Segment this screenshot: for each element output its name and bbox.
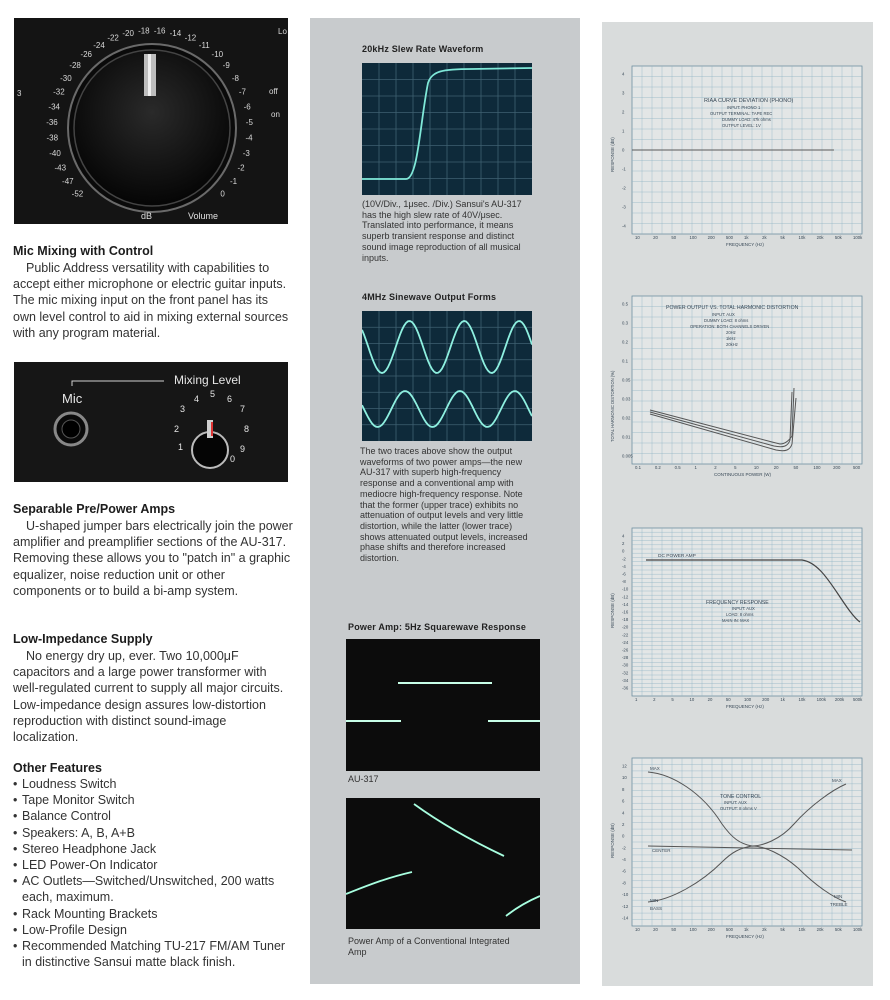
y-tick-label: 8 bbox=[622, 786, 625, 792]
list-item: • Stereo Headphone Jack bbox=[13, 841, 293, 857]
square-caption-au317: AU-317 bbox=[348, 774, 379, 784]
list-item: • Tape Monitor Switch bbox=[13, 792, 293, 808]
slew-rate-trace bbox=[362, 63, 532, 195]
x-tick-label: 100k bbox=[853, 927, 863, 932]
y-tick-label: -12 bbox=[622, 903, 629, 909]
svg-text:BASS: BASS bbox=[650, 906, 663, 911]
svg-text:FREQUENCY (Hz): FREQUENCY (Hz) bbox=[726, 704, 764, 709]
scale-mark: -8 bbox=[231, 73, 239, 83]
svg-text:DUMMY LOAD: 47k ohms: DUMMY LOAD: 47k ohms bbox=[722, 117, 771, 122]
svg-text:OPERATION: BOTH CHANNELS DRIVE: OPERATION: BOTH CHANNELS DRIVEN bbox=[690, 324, 770, 329]
mic-mixing-body: Public Address versatility with capabilities to accept either microphone or electric guitar inputs. The mic mixing input on the front panel has its own level control to aid in mixing external sources with any program material. bbox=[13, 261, 289, 340]
scale-mark: -5 bbox=[245, 117, 253, 127]
x-tick-label: 100k bbox=[816, 697, 826, 702]
svg-text:1kHz: 1kHz bbox=[726, 336, 736, 341]
x-tick-label: 20 bbox=[653, 235, 658, 240]
y-tick-label: 0 bbox=[622, 147, 625, 153]
svg-text:TREBLE: TREBLE bbox=[830, 902, 848, 907]
y-tick-label: 0 bbox=[622, 833, 625, 839]
thd-chart bbox=[602, 292, 873, 492]
y-tick-label: -2 bbox=[622, 185, 626, 191]
y-tick-label: -22 bbox=[622, 632, 629, 638]
svg-text:MAX: MAX bbox=[650, 766, 660, 771]
scale-mark: 0 bbox=[220, 189, 225, 199]
scale-mark: -52 bbox=[71, 189, 84, 199]
list-item: • Balance Control bbox=[13, 808, 293, 824]
y-tick-label: 12 bbox=[622, 763, 627, 769]
scale-mark: -40 bbox=[49, 148, 61, 158]
x-tick-label: 200k bbox=[834, 697, 845, 702]
y-tick-label: 0.005 bbox=[622, 453, 633, 459]
x-tick-label: 1 bbox=[694, 465, 697, 470]
dial-number: 5 bbox=[210, 389, 216, 399]
x-tick-label: 100 bbox=[744, 697, 752, 702]
volume-knob-drawing bbox=[14, 18, 288, 224]
y-tick-label: -8 bbox=[622, 880, 626, 886]
x-tick-label: 1k bbox=[744, 235, 749, 240]
list-item: • Loudness Switch bbox=[13, 776, 293, 792]
scale-mark: -6 bbox=[243, 102, 251, 112]
dial-number: 3 bbox=[180, 404, 186, 414]
svg-text:DC POWER AMP: DC POWER AMP bbox=[658, 554, 696, 559]
scale-mark: -18 bbox=[138, 26, 150, 36]
other-features-heading: Other Features bbox=[13, 761, 102, 775]
dial-number: 6 bbox=[227, 394, 233, 404]
square-caption-conventional: Power Amp of a Conventional Integrated Amp bbox=[348, 936, 510, 957]
y-tick-label: 0.5 bbox=[622, 301, 628, 307]
x-tick-label: 1 bbox=[635, 697, 638, 702]
y-tick-label: 0.02 bbox=[622, 415, 631, 421]
y-tick-label: 0.1 bbox=[622, 358, 628, 364]
riaa-title: RIAA CURVE DEVIATION (PHONO) bbox=[704, 98, 794, 104]
x-tick-label: 50k bbox=[834, 927, 842, 932]
x-tick-label: 10 bbox=[689, 697, 695, 702]
y-tick-label: -14 bbox=[622, 915, 629, 921]
svg-text:OUTPUT TERMINAL: TAPE REC: OUTPUT TERMINAL: TAPE REC bbox=[710, 111, 773, 116]
dial-number: 2 bbox=[174, 424, 180, 434]
y-tick-label: 0 bbox=[622, 548, 625, 554]
tone-control-graph bbox=[602, 754, 873, 954]
on-label: on bbox=[271, 110, 280, 119]
y-tick-label: -28 bbox=[622, 655, 629, 661]
slew-caption: (10V/Div., 1μsec. /Div.) Sansui's AU-317 has the high slew rate of 40V/μsec. Translated into performance, it means superb transient response and distinct sound image reproduction of all musical inputs. bbox=[362, 199, 522, 263]
svg-text:MIN: MIN bbox=[650, 898, 659, 903]
x-tick-label: 0.5 bbox=[674, 465, 681, 470]
thd-graph bbox=[602, 292, 873, 492]
x-tick-label: 50k bbox=[834, 235, 842, 240]
dial-number: 4 bbox=[194, 394, 200, 404]
svg-text:INPUT: PHONO 1: INPUT: PHONO 1 bbox=[727, 105, 761, 110]
x-tick-label: 10k bbox=[798, 697, 806, 702]
y-tick-label: -10 bbox=[622, 586, 629, 592]
scale-mark: -47 bbox=[62, 177, 74, 187]
squarewave-trace bbox=[346, 639, 540, 771]
scale-mark: -43 bbox=[54, 163, 67, 173]
sinewave-scope bbox=[362, 311, 532, 441]
x-tick-label: 5 bbox=[671, 697, 674, 702]
riaa-graph bbox=[602, 62, 873, 262]
left-column bbox=[0, 0, 300, 1000]
y-tick-label: -30 bbox=[622, 662, 629, 668]
mixing-level-label: Mixing Level bbox=[174, 373, 241, 387]
y-tick-label: -14 bbox=[622, 601, 629, 607]
y-tick-label: 4 bbox=[622, 533, 625, 539]
x-tick-label: 10 bbox=[635, 235, 640, 240]
scale-mark: -10 bbox=[211, 49, 224, 59]
svg-text:MAX: MAX bbox=[832, 778, 842, 783]
y-tick-label: -1 bbox=[622, 166, 626, 172]
y-tick-label: 10 bbox=[622, 775, 627, 781]
dial-number: 8 bbox=[244, 424, 250, 434]
scale-mark: -1 bbox=[229, 177, 238, 187]
svg-text:CONTINUOUS POWER (W): CONTINUOUS POWER (W) bbox=[714, 472, 771, 477]
y-tick-label: -8 bbox=[622, 579, 626, 585]
y-tick-label: 2 bbox=[622, 821, 625, 827]
slew-title: 20kHz Slew Rate Waveform bbox=[362, 44, 484, 54]
scale-mark: -12 bbox=[184, 33, 197, 43]
sine-caption: The two traces above show the output waveforms of two power amps—the new AU-317 with superb high-frequency response and a conventional amp with mediocre high-frequency response. Note that the former (upper trace) exhibits no attenuation of output levels and very little distortion, while the latter (lower trace) shows attenuated output levels, increased phase shifts and therefore increased distortion. bbox=[360, 446, 528, 564]
dial-number: 9 bbox=[240, 444, 246, 454]
scale-mark: -2 bbox=[237, 163, 245, 173]
svg-text:INPUT: AUX: INPUT: AUX bbox=[724, 800, 747, 805]
y-tick-label: 0.01 bbox=[622, 434, 631, 440]
x-tick-label: 200 bbox=[707, 235, 715, 240]
x-tick-label: 10k bbox=[798, 235, 806, 240]
sinewave-traces bbox=[362, 311, 532, 441]
svg-text:20Hz: 20Hz bbox=[726, 330, 736, 335]
y-tick-label: -16 bbox=[622, 609, 629, 615]
list-item: • Rack Mounting Brackets bbox=[13, 906, 293, 922]
frequency-response-chart bbox=[602, 524, 873, 724]
x-tick-label: 5k bbox=[780, 235, 785, 240]
mixing-level-drawing bbox=[14, 362, 288, 482]
x-tick-label: 200 bbox=[833, 465, 841, 470]
y-tick-label: -4 bbox=[622, 563, 626, 569]
frequency-response-graph bbox=[602, 524, 873, 724]
x-tick-label: 500 bbox=[853, 465, 861, 470]
svg-text:20kHz: 20kHz bbox=[726, 342, 738, 347]
x-tick-label: 10 bbox=[635, 927, 640, 932]
thd-title: POWER OUTPUT VS. TOTAL HARMONIC DISTORTION bbox=[666, 305, 799, 311]
x-tick-label: 1k bbox=[744, 927, 749, 932]
x-tick-label: 20k bbox=[816, 927, 824, 932]
svg-text:FREQUENCY (Hz): FREQUENCY (Hz) bbox=[726, 242, 764, 247]
list-item: • Speakers: A, B, A+B bbox=[13, 825, 293, 841]
scale-mark: -3 bbox=[242, 148, 250, 158]
sine-title: 4MHz Sinewave Output Forms bbox=[362, 292, 497, 302]
list-item: • LED Power-On Indicator bbox=[13, 857, 293, 873]
x-tick-label: 50 bbox=[671, 927, 677, 932]
list-item: • AC Outlets—Switched/Unswitched, 200 watts each, maximum. bbox=[13, 873, 293, 905]
y-tick-label: 6 bbox=[622, 798, 625, 804]
supply-body: No energy dry up, ever. Two 10,000μF capacitors and a large power transformer with well-regulated current to supply all major circuits. Low-impedance design assures low-distortion reproduction with distinct sound-image localization. bbox=[13, 649, 284, 745]
scale-mark: -11 bbox=[198, 40, 210, 50]
y-tick-label: 2 bbox=[622, 109, 625, 115]
mic-mixing-heading: Mic Mixing with Control bbox=[13, 244, 154, 258]
y-tick-label: -24 bbox=[622, 639, 629, 645]
x-tick-label: 100 bbox=[689, 235, 697, 240]
x-tick-label: 100 bbox=[813, 465, 821, 470]
svg-text:FREQUENCY (Hz): FREQUENCY (Hz) bbox=[726, 934, 764, 939]
y-tick-label: 2 bbox=[622, 541, 625, 547]
scale-mark: -16 bbox=[153, 26, 166, 36]
scale-mark: -30 bbox=[60, 73, 72, 83]
x-tick-label: 20 bbox=[773, 465, 779, 470]
scale-mark: -20 bbox=[122, 28, 134, 38]
y-tick-label: -26 bbox=[622, 647, 629, 653]
y-tick-label: -6 bbox=[622, 868, 626, 874]
y-tick-label: 4 bbox=[622, 71, 625, 77]
svg-text:RESPONSE (dB): RESPONSE (dB) bbox=[610, 593, 615, 628]
x-tick-label: 20 bbox=[707, 697, 713, 702]
x-tick-label: 10 bbox=[753, 465, 759, 470]
off-label: off bbox=[269, 87, 278, 96]
svg-text:MAIN IN: MAX: MAIN IN: MAX bbox=[722, 618, 750, 623]
scale-mark: -22 bbox=[107, 33, 119, 43]
y-tick-label: -18 bbox=[622, 617, 629, 623]
x-tick-label: 0.1 bbox=[635, 465, 641, 470]
conventional-trace bbox=[346, 798, 540, 929]
scale-mark: -14 bbox=[169, 28, 182, 38]
x-tick-label: 200 bbox=[762, 697, 770, 702]
separable-heading: Separable Pre/Power Amps bbox=[13, 502, 176, 516]
dial-number: 1 bbox=[178, 442, 184, 452]
y-tick-label: -2 bbox=[622, 556, 626, 562]
squarewave-conventional bbox=[346, 798, 540, 929]
mic-label: Mic bbox=[62, 391, 83, 406]
scale-mark: -32 bbox=[53, 87, 65, 97]
x-tick-label: 10k bbox=[798, 927, 806, 932]
x-tick-label: 500k bbox=[853, 697, 863, 702]
dial-number: 7 bbox=[240, 404, 246, 414]
svg-text:TOTAL HARMONIC DISTORTION (%): TOTAL HARMONIC DISTORTION (%) bbox=[610, 370, 615, 442]
y-tick-label: 4 bbox=[622, 810, 625, 816]
scale-mark: -28 bbox=[69, 61, 81, 71]
x-tick-label: 100 bbox=[689, 927, 697, 932]
mixing-level-photo bbox=[14, 362, 288, 482]
y-tick-label: -2 bbox=[622, 845, 626, 851]
scale-mark: -24 bbox=[93, 40, 105, 50]
svg-text:LOAD: 8 ohms: LOAD: 8 ohms bbox=[726, 612, 754, 617]
x-tick-label: 5 bbox=[734, 465, 737, 470]
x-tick-label: 5k bbox=[780, 927, 785, 932]
svg-text:DUMMY LOAD: 8 ohms: DUMMY LOAD: 8 ohms bbox=[704, 318, 749, 323]
scale-mark: -26 bbox=[80, 49, 93, 59]
x-tick-label: 2k bbox=[762, 927, 767, 932]
tone-control-chart bbox=[602, 754, 873, 954]
scale-mark: -36 bbox=[46, 117, 58, 127]
slew-rate-scope bbox=[362, 63, 532, 195]
y-tick-label: -32 bbox=[622, 670, 629, 676]
y-tick-label: 0.3 bbox=[622, 320, 628, 326]
y-tick-label: -3 bbox=[622, 204, 626, 210]
scale-mark: -38 bbox=[46, 133, 59, 143]
x-tick-label: 2 bbox=[653, 697, 656, 702]
svg-text:MIN: MIN bbox=[834, 894, 843, 899]
scale-mark: -4 bbox=[245, 133, 253, 143]
x-tick-label: 500 bbox=[725, 927, 734, 932]
list-item: • Recommended Matching TU-217 FM/AM Tuner in distinctive Sansui matte black finish. bbox=[13, 938, 293, 970]
x-tick-label: 100k bbox=[853, 235, 863, 240]
dial-number: 0 bbox=[230, 454, 236, 464]
graphs-panel bbox=[602, 22, 873, 986]
y-tick-label: 1 bbox=[622, 128, 625, 134]
svg-text:INPUT: AUX: INPUT: AUX bbox=[712, 312, 735, 317]
waveform-panel bbox=[310, 18, 580, 984]
x-tick-label: 20 bbox=[653, 927, 658, 932]
scale-mark: -7 bbox=[238, 87, 247, 97]
y-tick-label: -6 bbox=[622, 571, 626, 577]
x-tick-label: 50 bbox=[725, 697, 731, 702]
y-tick-label: 3 bbox=[622, 90, 625, 96]
y-tick-label: -12 bbox=[622, 594, 629, 600]
supply-heading: Low-Impedance Supply bbox=[13, 632, 153, 646]
volume-knob-photo bbox=[14, 18, 288, 224]
squarewave-au317 bbox=[346, 639, 540, 771]
y-tick-label: -20 bbox=[622, 624, 629, 630]
y-tick-label: -4 bbox=[622, 223, 626, 229]
y-tick-label: -34 bbox=[622, 677, 629, 683]
x-tick-label: 200 bbox=[707, 927, 715, 932]
x-tick-label: 0.2 bbox=[654, 465, 661, 470]
db-label: dB bbox=[141, 211, 153, 221]
edge-label: Lo bbox=[278, 27, 287, 36]
y-tick-label: 0.2 bbox=[622, 339, 628, 345]
y-tick-label: 0.03 bbox=[622, 396, 631, 402]
riaa-chart bbox=[602, 62, 873, 262]
scale-mark: -34 bbox=[48, 102, 60, 112]
svg-text:RESPONSE (dB): RESPONSE (dB) bbox=[610, 137, 615, 172]
x-tick-label: 500 bbox=[725, 235, 734, 240]
y-tick-label: -4 bbox=[622, 857, 626, 863]
svg-text:OUTPUT LEVEL: 1V: OUTPUT LEVEL: 1V bbox=[722, 123, 761, 128]
features-list bbox=[13, 776, 293, 970]
edge-number: 3 bbox=[17, 89, 22, 98]
x-tick-label: 20k bbox=[816, 235, 824, 240]
y-tick-label: 0.05 bbox=[622, 377, 631, 383]
separable-body: U-shaped jumper bars electrically join the power amplifier and preamplifier sections of the AU-317. Removing these allows you to "patch in" a graphic equalizer, noise reduction unit or other components or to build a bi-amp system. bbox=[13, 519, 293, 598]
svg-text:RESPONSE (dB): RESPONSE (dB) bbox=[610, 823, 615, 858]
svg-text:INPUT: AUX: INPUT: AUX bbox=[732, 606, 755, 611]
volume-label: Volume bbox=[188, 211, 219, 221]
x-tick-label: 50 bbox=[793, 465, 799, 470]
y-tick-label: -10 bbox=[622, 892, 629, 898]
x-tick-label: 2k bbox=[762, 235, 767, 240]
x-tick-label: 50 bbox=[671, 235, 677, 240]
svg-text:OUTPUT: 8 ohms V: OUTPUT: 8 ohms V bbox=[720, 806, 757, 811]
tone-title: TONE CONTROL bbox=[720, 794, 762, 800]
x-tick-label: 1k bbox=[780, 697, 785, 702]
square-title: Power Amp: 5Hz Squarewave Response bbox=[348, 622, 527, 632]
list-item: • Low-Profile Design bbox=[13, 922, 293, 938]
y-tick-label: -36 bbox=[622, 685, 629, 691]
x-tick-label: 2 bbox=[714, 465, 717, 470]
scale-mark: -9 bbox=[222, 61, 230, 71]
svg-text:CENTER: CENTER bbox=[652, 848, 671, 853]
freq-title: FREQUENCY RESPONSE bbox=[706, 600, 769, 606]
